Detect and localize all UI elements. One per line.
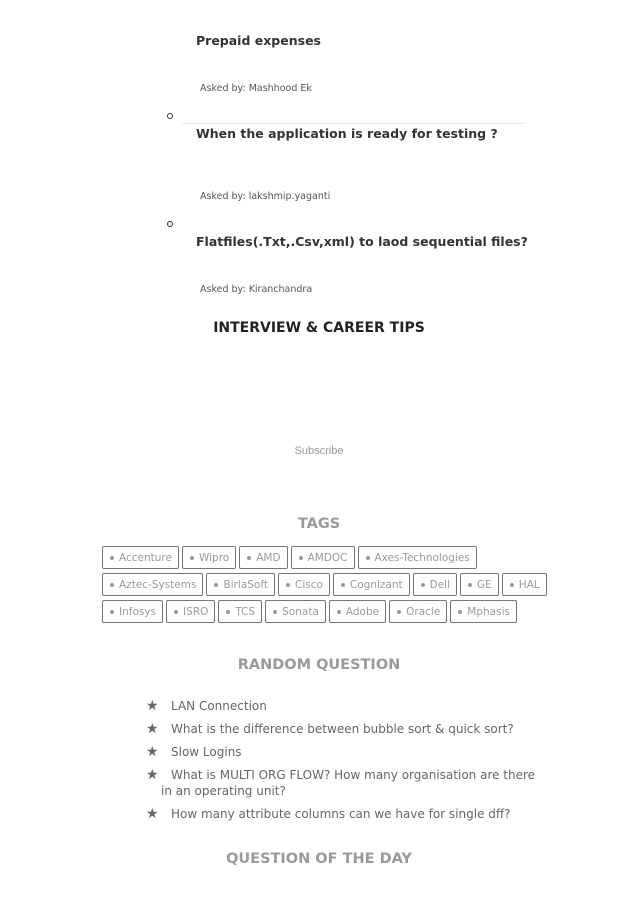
tag-aztec-systems[interactable] [102, 573, 203, 596]
question-of-the-day-heading: QUESTION OF THE DAY [226, 851, 412, 867]
tag-dot-icon [110, 610, 114, 614]
tag-birlasoft[interactable] [206, 573, 275, 596]
tag-label: Dell [429, 578, 451, 591]
question-bullet-icon [167, 221, 173, 227]
tag-label: TCS [235, 605, 256, 618]
tag-label: GE [477, 578, 492, 591]
tag-label: HAL [518, 578, 540, 591]
star-icon: ★ [146, 721, 159, 737]
tag-dot-icon [214, 583, 218, 587]
tag-label: Cisco [294, 578, 323, 591]
random-question-item[interactable] [146, 744, 536, 760]
tag-dot-icon [247, 556, 251, 560]
star-icon: ★ [146, 767, 159, 783]
question-asked-by: Asked by: lakshmip.yaganti [200, 191, 331, 202]
tags-heading: TAGS [297, 516, 341, 532]
random-question-item[interactable] [146, 698, 536, 714]
tag-amd[interactable] [239, 546, 287, 569]
random-question-link[interactable]: Slow Logins [171, 745, 242, 759]
tag-dot-icon [174, 610, 178, 614]
tag-dot-icon [458, 610, 462, 614]
tag-dot-icon [337, 610, 341, 614]
question-asked-by: Asked by: Mashhood Ek [200, 83, 312, 94]
question-title[interactable]: When the application is ready for testing ? [196, 126, 498, 141]
tag-dot-icon [110, 583, 114, 587]
tag-cognizant[interactable] [333, 573, 410, 596]
tag-label: Oracle [406, 605, 441, 618]
tag-dot-icon [397, 610, 401, 614]
tag-wipro[interactable] [182, 546, 236, 569]
question-title[interactable]: Flatfiles(.Txt,.Csv,xml) to laod sequential files? [196, 234, 528, 249]
star-icon: ★ [146, 806, 159, 822]
tag-mphasis[interactable] [450, 600, 517, 623]
tag-accenture[interactable] [102, 546, 179, 569]
tag-tcs[interactable] [218, 600, 262, 623]
divider [182, 123, 525, 124]
random-question-link-continued[interactable]: in an operating unit? [161, 784, 286, 798]
tag-dot-icon [468, 583, 472, 587]
tag-dot-icon [341, 583, 345, 587]
question-title[interactable]: Prepaid expenses [196, 33, 321, 48]
tag-dot-icon [273, 610, 277, 614]
tag-label: Infosys [119, 605, 157, 618]
tag-infosys[interactable] [102, 600, 163, 623]
tag-oracle[interactable] [389, 600, 447, 623]
tag-label: Adobe [345, 605, 380, 618]
tag-hal[interactable] [502, 573, 547, 596]
tag-dot-icon [421, 583, 425, 587]
tag-label: Axes-Technologies [374, 551, 470, 564]
random-question-item[interactable] [146, 767, 536, 799]
tag-dot-icon [190, 556, 194, 560]
tag-row [102, 600, 517, 623]
star-icon: ★ [146, 698, 159, 714]
tag-label: Mphasis [467, 605, 510, 618]
random-question-link[interactable]: What is the difference between bubble sort & quick sort? [171, 722, 514, 736]
random-question-item[interactable] [146, 806, 536, 822]
tag-label: AMD [256, 551, 281, 564]
tag-dot-icon [366, 556, 370, 560]
tag-label: AMDOC [307, 551, 348, 564]
tag-dot-icon [286, 583, 290, 587]
tag-amdoc[interactable] [291, 546, 355, 569]
tag-adobe[interactable] [329, 600, 386, 623]
tag-ge[interactable] [460, 573, 499, 596]
tag-row [102, 546, 477, 569]
random-question-link[interactable]: What is MULTI ORG FLOW? How many organisation are there [171, 768, 536, 782]
random-question-link[interactable]: LAN Connection [171, 699, 267, 713]
tag-isro[interactable] [166, 600, 215, 623]
tag-label: Cognizant [349, 578, 403, 591]
tag-label: ISRO [183, 605, 209, 618]
question-bullet-icon [167, 113, 173, 119]
career-tips-heading: INTERVIEW & CAREER TIPS [213, 320, 425, 336]
tag-label: Aztec-Systems [119, 578, 197, 591]
tag-cisco[interactable] [278, 573, 330, 596]
random-question-link[interactable]: How many attribute columns can we have for single dff? [171, 807, 511, 821]
tag-dot-icon [110, 556, 114, 560]
tag-label: Accenture [119, 551, 172, 564]
tag-sonata[interactable] [265, 600, 326, 623]
tag-dot-icon [299, 556, 303, 560]
tag-dot-icon [226, 610, 230, 614]
random-question-heading: RANDOM QUESTION [237, 657, 401, 673]
random-question-item[interactable] [146, 721, 536, 737]
star-icon: ★ [146, 744, 159, 760]
tag-axes-technologies[interactable] [358, 546, 477, 569]
tag-label: Sonata [282, 605, 319, 618]
tag-label: BirlaSoft [223, 578, 268, 591]
tag-label: Wipro [198, 551, 230, 564]
tag-dell[interactable] [413, 573, 457, 596]
question-asked-by: Asked by: Kiranchandra [200, 284, 313, 295]
tag-dot-icon [510, 583, 514, 587]
tag-row [102, 573, 547, 596]
subscribe-button[interactable]: Subscribe [294, 445, 344, 457]
